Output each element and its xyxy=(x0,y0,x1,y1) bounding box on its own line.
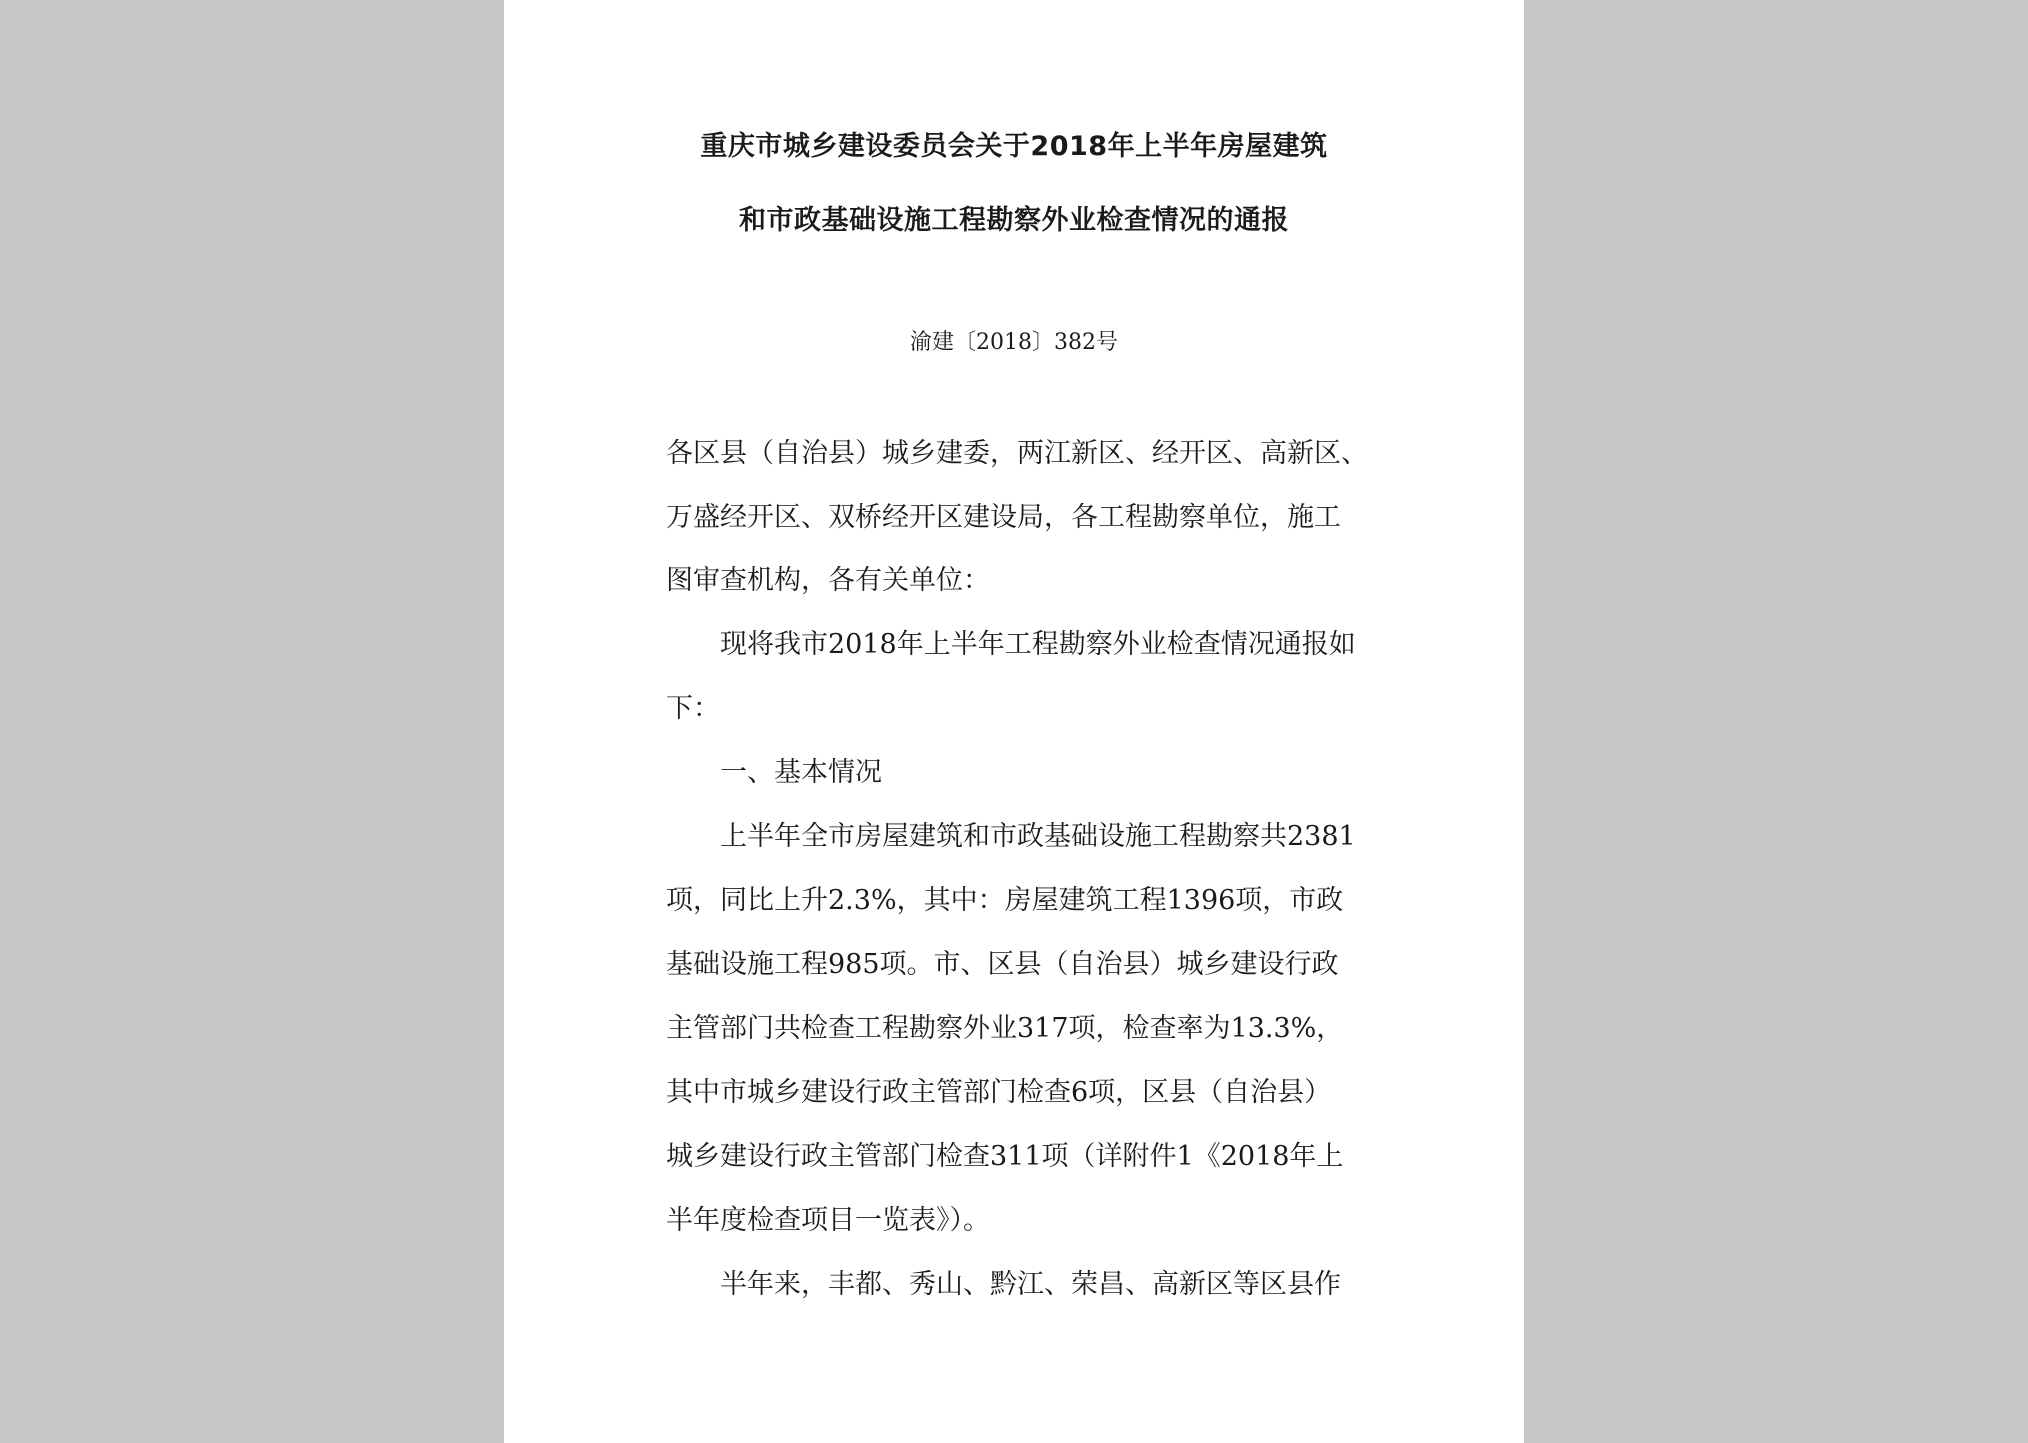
body-paragraph-2-line-1: 半年来，丰都、秀山、黔江、荣昌、高新区等区县作 xyxy=(720,1269,1341,1300)
body-paragraph-line-6: 城乡建设行政主管部门检查311项（详附件1《2018年上 xyxy=(666,1141,1344,1172)
document-page xyxy=(504,0,1524,1443)
body-paragraph-line-5: 其中市城乡建设行政主管部门检查6项，区县（自治县） xyxy=(666,1077,1332,1108)
section-heading: 一、基本情况 xyxy=(720,757,882,788)
body-paragraph-line-7: 半年度检查项目一览表》）。 xyxy=(666,1205,990,1236)
document-title-line-1: 重庆市城乡建设委员会关于2018年上半年房屋建筑 xyxy=(700,131,1328,162)
addressee-line-1: 各区县（自治县）城乡建委，两江新区、经开区、高新区、 xyxy=(666,438,1368,469)
addressee-line-3: 图审查机构，各有关单位： xyxy=(666,565,990,596)
document-number: 渝建〔2018〕382号 xyxy=(910,330,1118,355)
intro-paragraph-line-1: 现将我市2018年上半年工程勘察外业检查情况通报如 xyxy=(720,629,1356,660)
body-paragraph-line-3: 基础设施工程985项。市、区县（自治县）城乡建设行政 xyxy=(666,949,1339,980)
body-paragraph-line-1: 上半年全市房屋建筑和市政基础设施工程勘察共2381 xyxy=(720,821,1356,852)
body-paragraph-line-2: 项，同比上升2.3%，其中：房屋建筑工程1396项，市政 xyxy=(666,885,1344,916)
intro-paragraph-line-2: 下： xyxy=(666,693,720,724)
addressee-line-2: 万盛经开区、双桥经开区建设局，各工程勘察单位，施工 xyxy=(666,502,1341,533)
document-title-line-2: 和市政基础设施工程勘察外业检查情况的通报 xyxy=(739,205,1289,236)
body-paragraph-line-4: 主管部门共检查工程勘察外业317项，检查率为13.3%， xyxy=(666,1013,1344,1044)
